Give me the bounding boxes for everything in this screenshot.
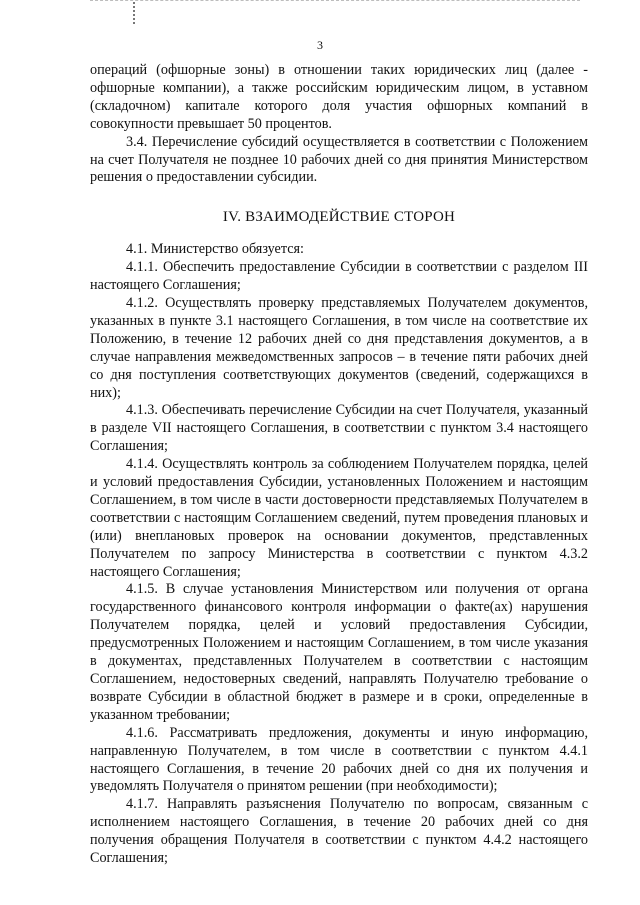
section-heading: IV. ВЗАИМОДЕЙСТВИЕ СТОРОН [222,209,456,226]
paragraph-4-1-6: 4.1.6. Рассматривать предложения, документы и иную информацию, направленную Получателем, в том числе в соответствии с пунктом 4.4.1 настоящего Соглашения, в течение 20 рабочих дней со дня их получения и уведомлять Получателя о принятом решении (при необходимости); [90,724,588,795]
paragraph-4-1-7: 4.1.7. Направлять разъяснения Получателю по вопросам, связанным с исполнением настоящего Соглашения, в течение 20 рабочих дней со дня получения обращения Получателя в соответствии с пунктом 4.4.2 настоящего Соглашения; [90,796,588,867]
paragraph-4-1: 4.1. Министерство обязуется: [126,241,304,258]
paragraph-3-4: 3.4. Перечисление субсидий осуществляется в соответствии с Положением на счет Получателя не позднее 10 рабочих дней со дня принятия Министерством решения о предоставлении субсидии. [90,133,588,186]
paragraph-4-1-5: 4.1.5. В случае установления Министерством или получения от органа государственного финансового контроля информации о факте(ах) нарушения Получателем порядка, целей и условий предоставления Субсидии, предусмотренных Положением и настоящим Соглашением, в том числе указания в документах, представленных Получателем в соответствии с настоящим Соглашением, недостоверных сведений, направлять Получателю требование о возврате Субсидии в областной бюджет в размере и в сроки, определенные в указанном требовании; [90,581,588,723]
page-number: 3 [317,38,323,52]
scan-edge-line [90,0,580,1]
paragraph-4-1-4: 4.1.4. Осуществлять контроль за соблюдением Получателем порядка, целей и условий предоставления Субсидии, установленных Положением и настоящим Соглашением, в том числе в части достоверности представляемых Получателем в соответствии с настоящим Соглашением сведений, путем проведения плановых и (или) внеплановых проверок на основании документов, представленных Получателем по запросу Министерства в соответствии с пунктом 4.3.2 настоящего Соглашения; [90,456,588,580]
scan-mark [133,2,137,24]
paragraph-4-1-2: 4.1.2. Осуществлять проверку представляемых Получателем документов, указанных в пункте 3.1 настоящего Соглашения, в том числе на соответствие их Положению, в течение 12 рабочих дней со дня представления документов, а в случае направления межведомственных запросов – в течение пяти рабочих дней со дня поступления соответствующих документов (сведений, содержащихся в них); [90,294,588,401]
document-body [90,62,588,868]
paragraph-4-1-3: 4.1.3. Обеспечивать перечисление Субсидии на счет Получателя, указанный в разделе VII настоящего Соглашения, в соответствии с пунктом 3.4 настоящего Соглашения; [90,402,588,455]
paragraph-offshore: операций (офшорные зоны) в отношении таких юридических лиц (далее - офшорные компании), а также российским юридическим лицом, в уставном (складочном) капитале которого доля участия офшорных компаний в совокупности превышает 50 процентов. [90,62,588,132]
paragraph-4-1-1: 4.1.1. Обеспечить предоставление Субсидии в соответствии с разделом III настоящего Соглашения; [90,259,588,294]
